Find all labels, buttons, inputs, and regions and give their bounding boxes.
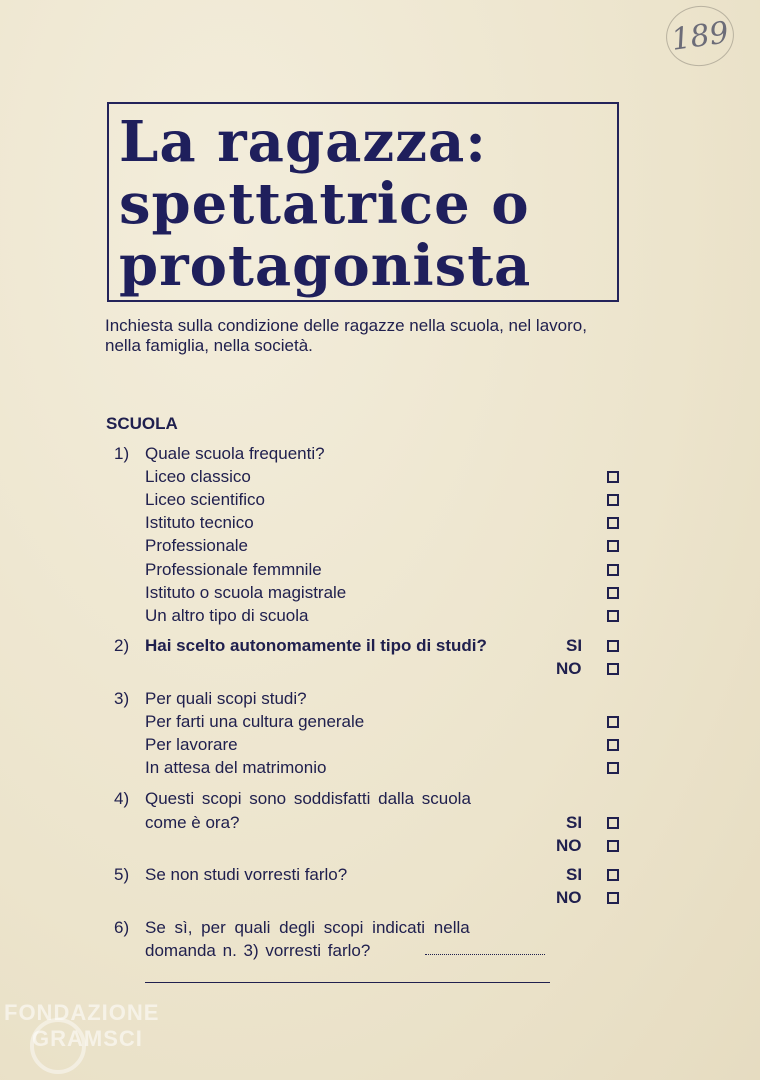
checkbox[interactable] [607,517,619,529]
checkbox[interactable] [607,840,619,852]
checkbox[interactable] [607,494,619,506]
yes-label: SI [566,865,583,884]
no-label: NO [556,836,582,855]
question-number: 6) [114,918,130,937]
question-number: 5) [114,865,130,884]
checkbox[interactable] [607,869,619,881]
checkbox[interactable] [607,817,619,829]
page-number: 189 [662,2,738,71]
subtitle: Inchiesta sulla condizione delle ragazze nella scuola, nel lavoro, nella famiglia, nella società. [105,316,587,355]
title-line-2: spettatrice o [119,171,530,237]
question-text: come è ora? [145,813,240,832]
title-box [107,102,619,302]
yes-label: SI [566,636,583,655]
checkbox[interactable] [607,540,619,552]
question-text: domanda n. 3) vorresti farlo? [145,941,371,960]
checkbox[interactable] [607,471,619,483]
checkbox[interactable] [607,564,619,576]
title-line-3: protagonista [119,233,532,299]
answer-dotted-line[interactable] [425,954,545,955]
checkbox[interactable] [607,716,619,728]
question-text: Se sì, per quali degli scopi indicati nella [145,918,470,937]
yes-label: SI [566,813,583,832]
title-line-1: La ragazza: [119,109,487,175]
option-label: Per lavorare [145,735,238,754]
checkbox[interactable] [607,663,619,675]
option-label: Istituto tecnico [145,513,254,532]
watermark-text: GRAMSCI [32,1026,143,1051]
question-text: Per quali scopi studi? [145,689,307,708]
no-label: NO [556,659,582,678]
no-label: NO [556,888,582,907]
option-label: Professionale femmnile [145,560,322,579]
option-label: Professionale [145,536,249,555]
checkbox[interactable] [607,587,619,599]
question-text: Hai scelto autonomamente il tipo di studi? [145,636,487,655]
option-label: Per farti una cultura generale [145,712,365,731]
watermark-text: FONDAZIONE [4,1000,160,1025]
checkbox[interactable] [607,640,619,652]
question-number: 1) [114,444,130,463]
question-number: 4) [114,789,130,808]
option-label: Liceo classico [145,467,251,486]
question-text: Questi scopi sono soddisfatti dalla scuola [145,789,471,808]
answer-line[interactable] [145,982,550,983]
question-text: Se non studi vorresti farlo? [145,865,348,884]
option-label: In attesa del matrimonio [145,758,327,777]
option-label: Un altro tipo di scuola [145,606,309,625]
question-number: 3) [114,689,130,708]
section-heading: SCUOLA [106,414,178,433]
checkbox[interactable] [607,610,619,622]
option-label: Liceo scientifico [145,490,266,509]
checkbox[interactable] [607,762,619,774]
question-number: 2) [114,636,130,655]
question-text: Quale scuola frequenti? [145,444,325,463]
option-label: Istituto o scuola magistrale [145,583,347,602]
checkbox[interactable] [607,892,619,904]
checkbox[interactable] [607,739,619,751]
